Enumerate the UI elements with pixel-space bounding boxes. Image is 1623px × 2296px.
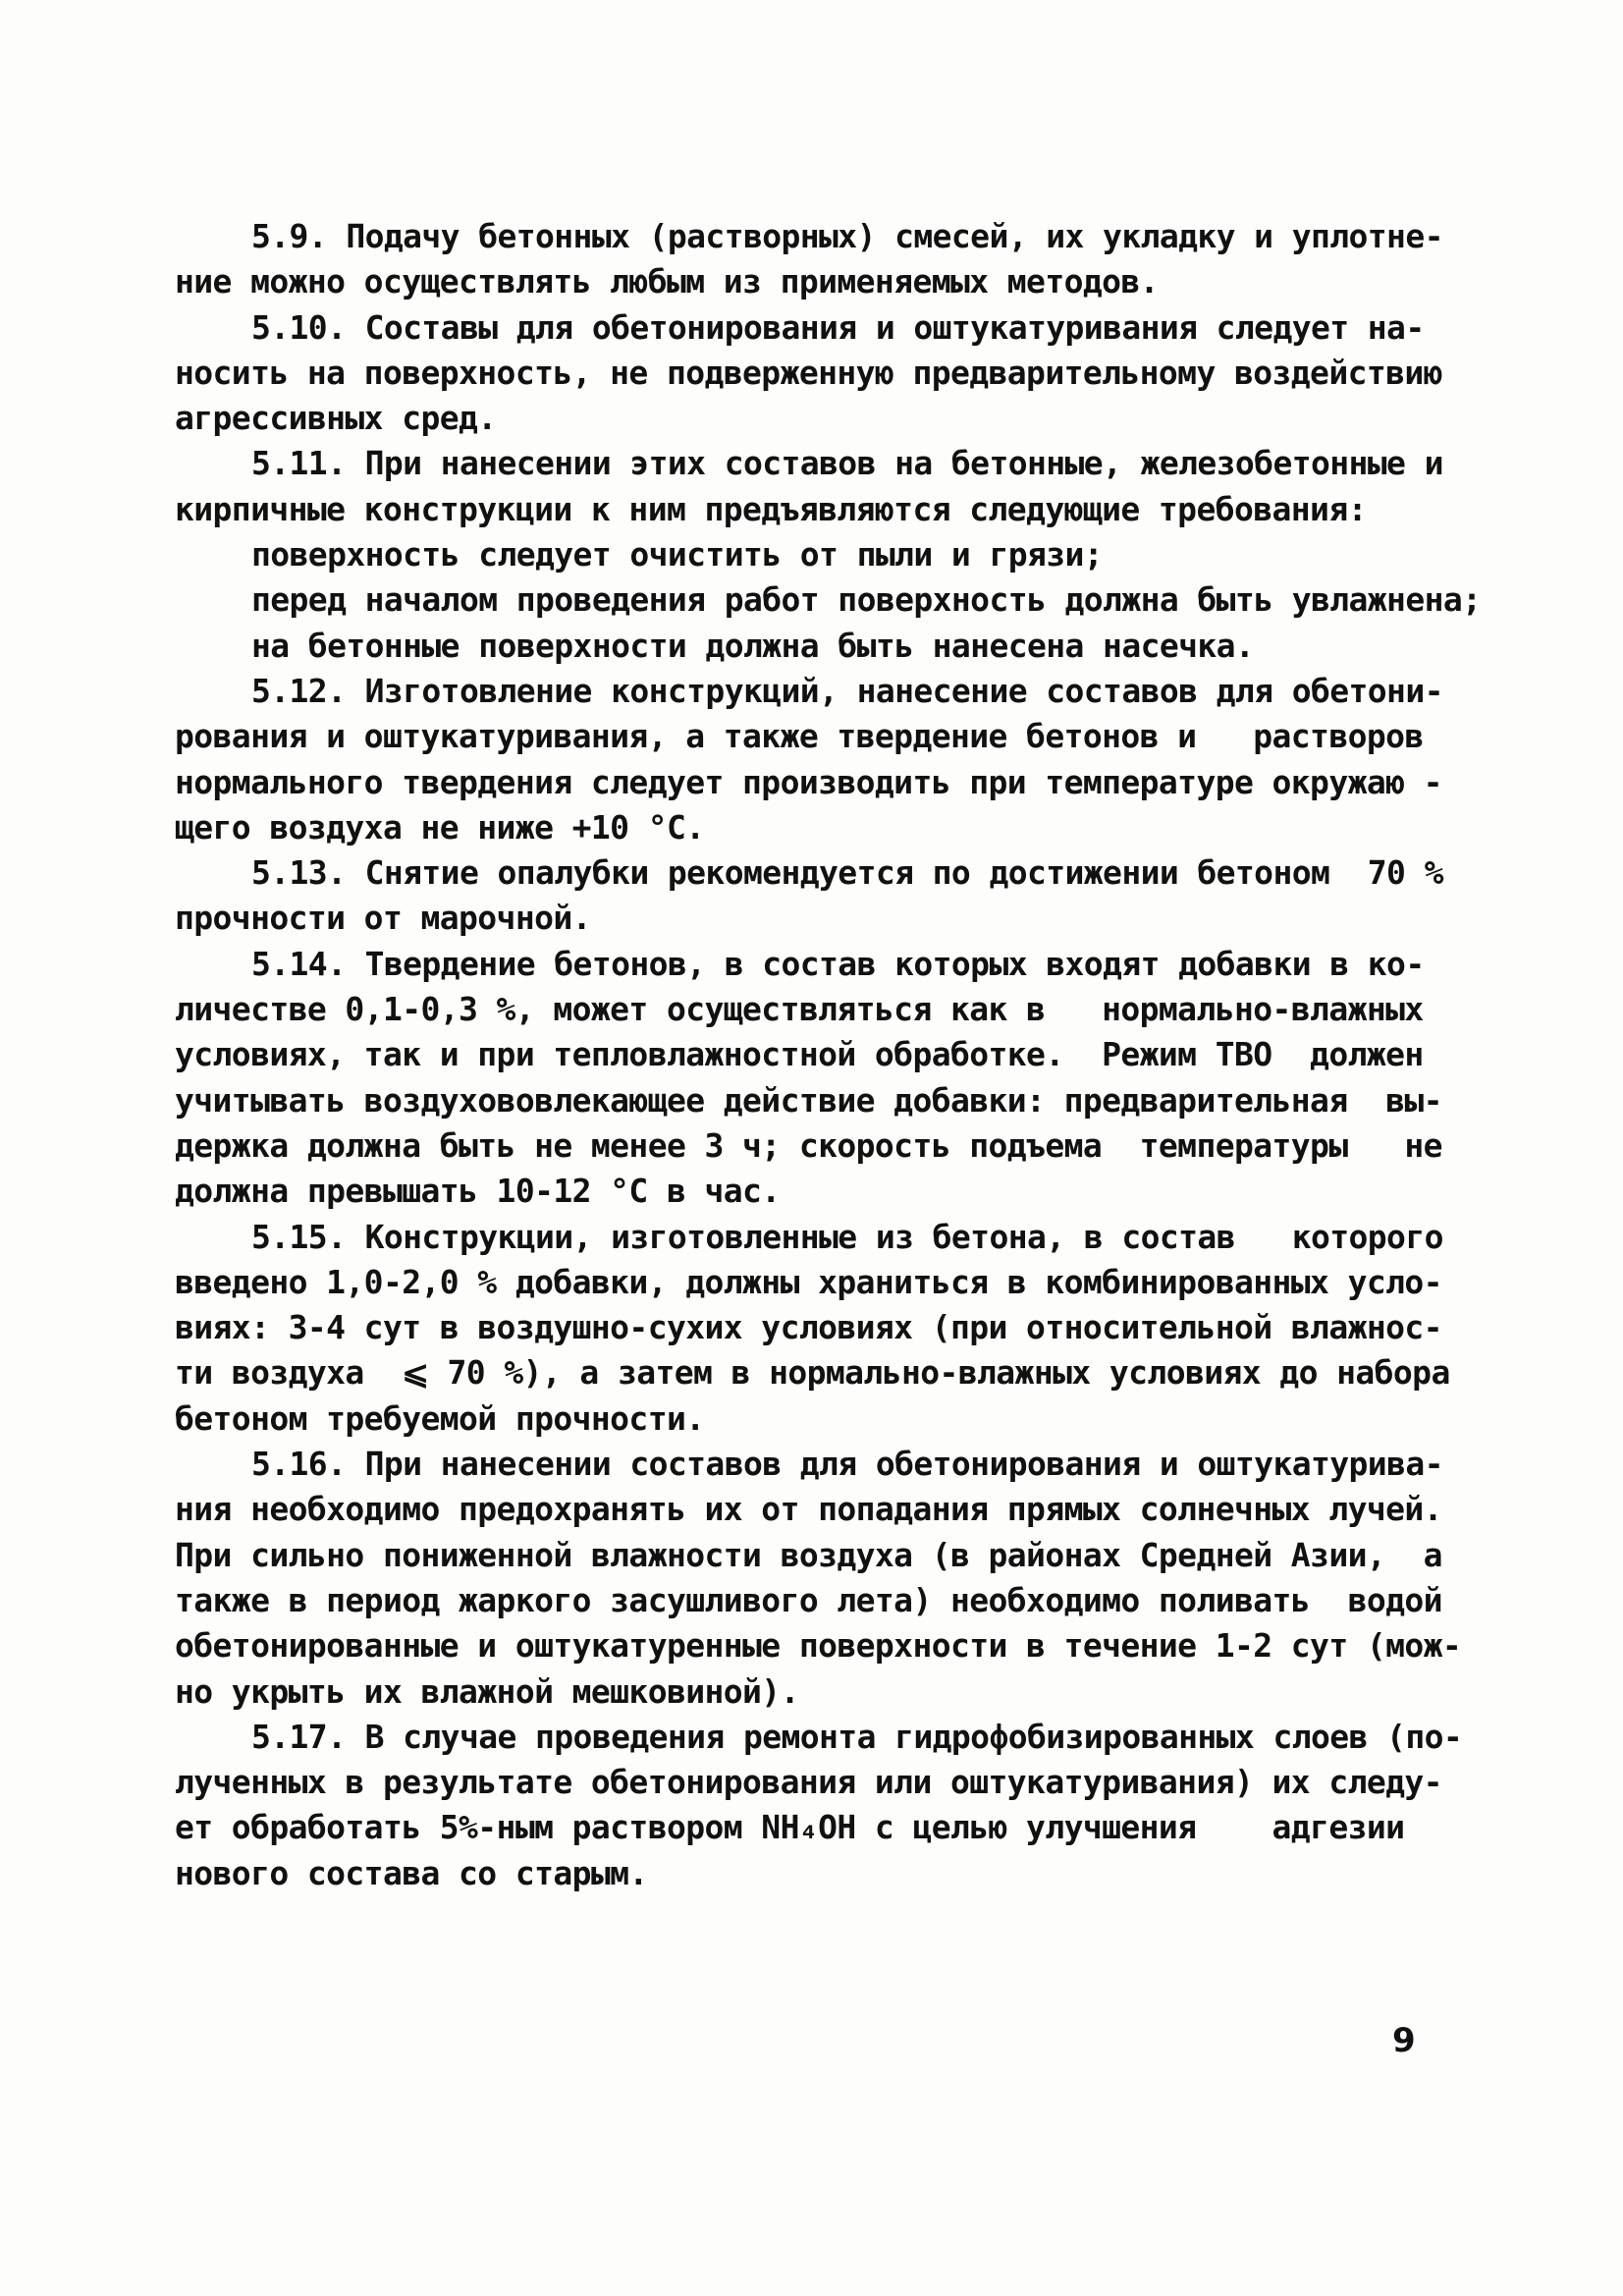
paragraph-5-16-line-4: также в период жаркого засушливого лета) необходимо поливать водой [175,1580,1442,1619]
requirement-item-1: поверхность следует очистить от пыли и грязи; [251,535,1104,574]
paragraph-5-9-line-1: 5.9. Подачу бетонных (растворных) смесей, их укладку и уплотне- [251,217,1443,255]
requirement-item-3: на бетонные поверхности должна быть нанесена насечка. [251,626,1255,665]
paragraph-5-11-line-2: кирпичные конструкции к ним предъявляются следующие требования: [175,489,1367,528]
paragraph-5-13-line-1: 5.13. Снятие опалубки рекомендуется по достижении бетоном 70 % [251,853,1443,893]
paragraph-5-16-line-6: но укрыть их влажной мешковиной). [175,1671,799,1711]
paragraph-5-16-line-5: обетонированные и оштукатуренные поверхности в течение 1-2 сут (мож- [175,1626,1462,1666]
paragraph-5-10-line-1: 5.10. Составы для обетонирования и оштукатуривания следует на- [251,307,1425,347]
paragraph-5-15-line-1: 5.15. Конструкции, изготовленные из бетона, в состав которого [251,1217,1443,1256]
document-body [175,214,1482,1896]
paragraph-5-14-line-3: условиях, так и при тепловлажностной обработке. Режим ТВО должен [175,1035,1424,1074]
paragraph-5-17-line-2: лученных в результате обетонирования или оштукатуривания) их следу- [175,1763,1442,1802]
paragraph-5-16-line-2: ния необходимо предохранять их от попадания прямых солнечных лучей. [175,1490,1442,1529]
paragraph-5-12-line-3: нормального твердения следует производить при температуре окружаю - [175,762,1442,801]
paragraph-5-13-line-2: прочности от марочной. [175,899,591,938]
paragraph-5-14-line-1: 5.14. Твердение бетонов, в состав которых входят добавки в ко- [251,944,1425,983]
requirement-item-2: перед началом проведения работ поверхность должна быть увлажнена; [251,580,1482,620]
paragraph-5-17-line-4: нового состава со старым. [175,1853,648,1892]
page-number: 9 [1392,2021,1416,2060]
paragraph-5-14-line-5: держка должна быть не менее 3 ч; скорость подъема температуры не [175,1125,1442,1165]
paragraph-5-12-line-2: рования и оштукатуривания, а также твердение бетонов и растворов [175,717,1424,756]
paragraph-5-16-line-1: 5.16. При нанесении составов для обетонирования и оштукатурива- [251,1445,1443,1484]
paragraph-5-10-line-2: носить на поверхность, не подверженную предварительному воздействию [175,353,1442,392]
paragraph-5-17-line-1: 5.17. В случае проведения ремонта гидрофобизированных слоев (по- [251,1717,1463,1756]
paragraph-5-14-line-6: должна превышать 10-12 °С в час. [175,1172,781,1211]
paragraph-5-10-line-3: агрессивных сред. [175,399,497,438]
paragraph-5-9-line-2: ние можно осуществлять любым из применяемых методов. [175,262,1159,301]
paragraph-5-15-line-2: введено 1,0-2,0 % добавки, должны храниться в комбинированных усло- [175,1262,1442,1301]
paragraph-5-17-line-3: ет обработать 5%-ным раствором NH₄OH с целью улучшения адгезии [175,1808,1405,1847]
paragraph-5-14-line-2: личестве 0,1-0,3 %, может осуществляться как в нормально-влажных [175,990,1424,1029]
paragraph-5-12-line-4: щего воздуха не ниже +10 °С. [175,807,705,847]
paragraph-5-15-line-4: ти воздуха ⩽ 70 %), а затем в нормально-влажных условиях до набора [175,1353,1450,1393]
paragraph-5-11-line-1: 5.11. При нанесении этих составов на бетонные, железобетонные и [251,444,1443,483]
paragraph-5-14-line-4: учитывать воздухововлекающее действие добавки: предварительная вы- [175,1080,1442,1120]
paragraph-5-12-line-1: 5.12. Изготовление конструкций, нанесение составов для обетони- [251,671,1443,710]
paragraph-5-16-line-3: При сильно пониженной влажности воздуха (в районах Средней Азии, а [175,1535,1442,1574]
paragraph-5-15-line-5: бетоном требуемой прочности. [175,1398,705,1438]
paragraph-5-15-line-3: виях: 3-4 сут в воздушно-сухих условиях (при относительной влажнос- [175,1308,1442,1347]
